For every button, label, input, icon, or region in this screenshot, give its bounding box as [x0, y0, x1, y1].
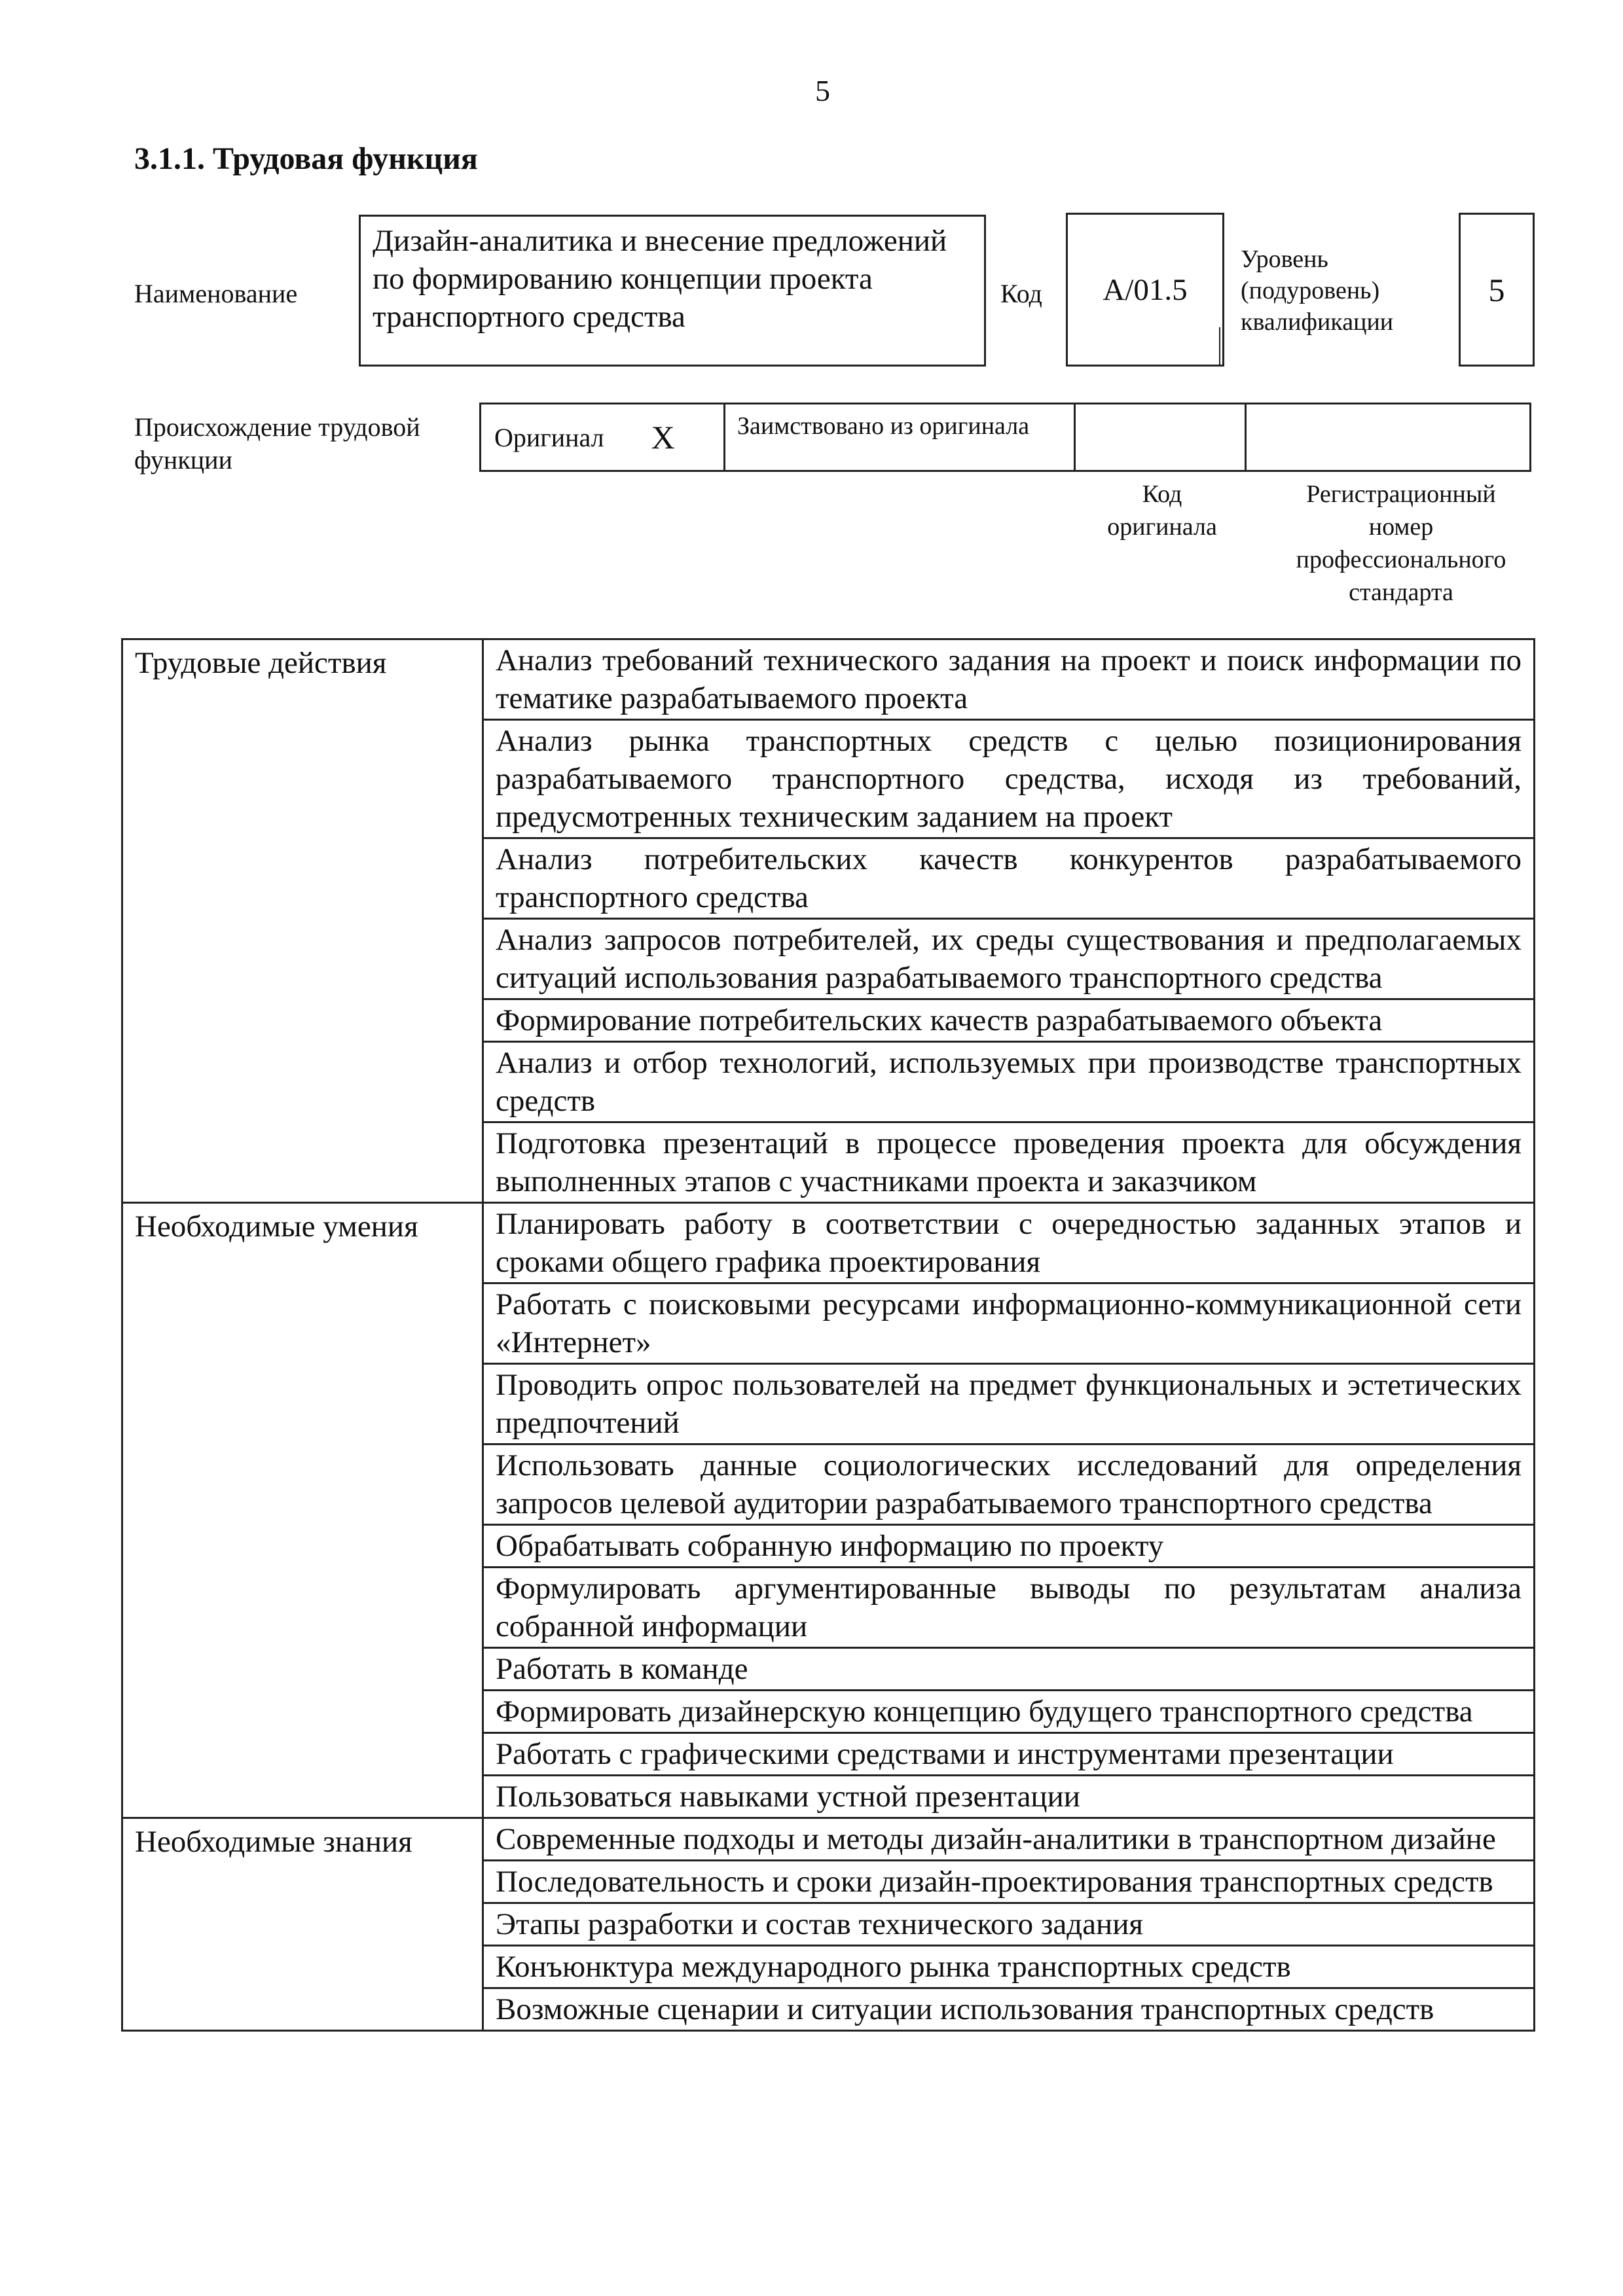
level-label-line: Уровень [1241, 245, 1328, 273]
borrowed-cell: Заимствовано из оригинала [723, 403, 1076, 472]
name-label: Наименование [134, 279, 298, 308]
level-label-line: (подуровень) [1241, 277, 1380, 304]
level-label [1241, 243, 1393, 338]
section-item-cell: Использовать данные социологических исследований для определения запросов целевой аудитории разрабатываемого транспортного средства [483, 1444, 1535, 1525]
table-row [122, 639, 1535, 720]
section-item-cell: Анализ потребительских качеств конкурентов разрабатываемого транспортного средства [483, 838, 1535, 919]
section-item-cell: Обрабатывать собранную информацию по проекту [483, 1525, 1535, 1568]
section-item-cell: Анализ и отбор технологий, используемых при производстве транспортных средств [483, 1042, 1535, 1122]
code-value: А/01.5 [1066, 213, 1224, 367]
function-table [121, 638, 1535, 2032]
caption-line: профессионального [1296, 546, 1506, 573]
caption-line: Регистрационный [1306, 480, 1496, 508]
table-row [122, 1818, 1535, 1861]
divider [1219, 327, 1220, 367]
section-item-cell: Анализ запросов потребителей, их среды существования и предполагаемых ситуаций использования разрабатываемого транспортного средства [483, 919, 1535, 999]
level-label-line: квалификации [1241, 308, 1394, 336]
origin-label [134, 411, 420, 476]
caption-line: номер [1368, 513, 1434, 541]
section-item-cell: Конъюнктура международного рынка транспортных средств [483, 1946, 1535, 1988]
section-item-cell: Формулировать аргументированные выводы по результатам анализа собранной информации [483, 1568, 1535, 1648]
registration-number-cell [1245, 403, 1531, 472]
level-value: 5 [1459, 213, 1535, 367]
section-item-cell: Этапы разработки и состав технического задания [483, 1903, 1535, 1946]
section-item-cell: Последовательность и сроки дизайн-проектирования транспортных средств [483, 1861, 1535, 1903]
section-item-cell: Планировать работу в соответствии с очередностью заданных этапов и сроками общего графика проектирования [483, 1203, 1535, 1283]
section-item-cell: Формировать дизайнерскую концепцию будущего транспортного средства [483, 1691, 1535, 1733]
section-title: 3.1.1. Трудовая функция [134, 141, 478, 176]
section-category-cell: Трудовые действия [122, 639, 483, 1203]
section-item-cell: Возможные сценарии и ситуации использования транспортных средств [483, 1988, 1535, 2031]
code-label: Код [1000, 279, 1042, 308]
function-name-value: Дизайн-аналитика и внесение предложений по формированию концепции проекта транспортного средства [359, 215, 986, 367]
section-category-cell: Необходимые умения [122, 1203, 483, 1818]
section-item-cell: Анализ рынка транспортных средств с целью позиционирования разрабатываемого транспортного средства, исходя из требований, предусмотренных техническим заданием на проект [483, 720, 1535, 838]
caption-line: Код [1142, 480, 1182, 508]
registration-number-caption [1267, 478, 1535, 609]
table-row [122, 1203, 1535, 1283]
page-number: 5 [815, 74, 830, 107]
original-code-cell [1074, 403, 1247, 472]
original-mark: X [651, 419, 675, 456]
section-item-cell: Проводить опрос пользователей на предмет функциональных и эстетических предпочтений [483, 1364, 1535, 1444]
section-item-cell: Пользоваться навыками устной презентации [483, 1776, 1535, 1818]
caption-line: оригинала [1107, 513, 1217, 541]
section-item-cell: Подготовка презентаций в процессе проведения проекта для обсуждения выполненных этапов с участниками проекта и заказчиком [483, 1122, 1535, 1203]
original-cell [479, 403, 725, 472]
original-code-caption [1087, 478, 1237, 543]
origin-row [481, 403, 1535, 472]
original-label: Оригинал [494, 422, 604, 452]
caption-line: стандарта [1349, 579, 1453, 606]
origin-label-line: Происхождение трудовой [134, 412, 420, 442]
section-item-cell: Анализ требований технического задания на проект и поиск информации по тематике разрабатываемого проекта [483, 639, 1535, 720]
section-item-cell: Формирование потребительских качеств разрабатываемого объекта [483, 999, 1535, 1042]
section-item-cell: Работать с графическими средствами и инструментами презентации [483, 1733, 1535, 1776]
section-item-cell: Работать в команде [483, 1648, 1535, 1691]
section-item-cell: Работать с поисковыми ресурсами информационно-коммуникационной сети «Интернет» [483, 1283, 1535, 1364]
origin-label-line: функции [134, 445, 232, 475]
section-item-cell: Современные подходы и методы дизайн-аналитики в транспортном дизайне [483, 1818, 1535, 1861]
section-category-cell: Необходимые знания [122, 1818, 483, 2031]
